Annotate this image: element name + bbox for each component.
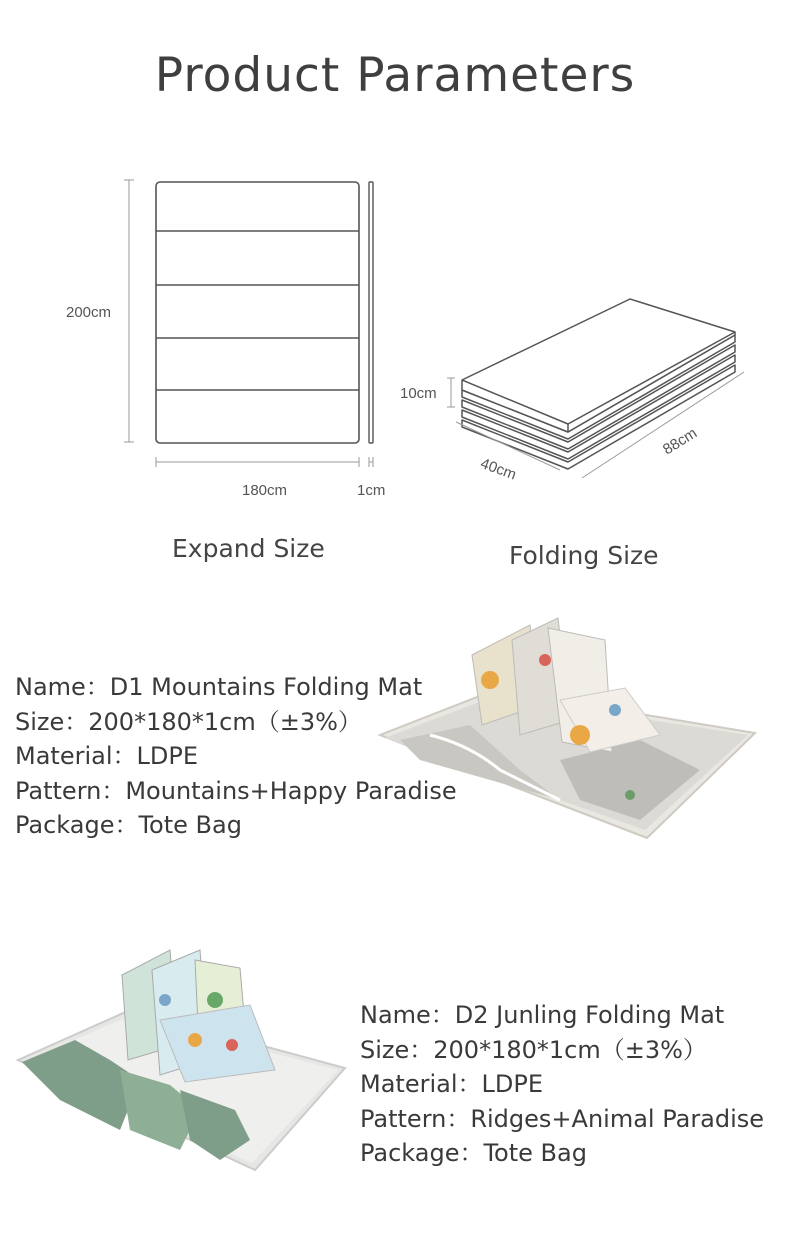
- product-d1-size: Size：200*180*1cm（±3%）: [15, 707, 362, 736]
- product-d1-material: Material：LDPE: [15, 742, 198, 770]
- folding-height-label: 10cm: [400, 385, 437, 402]
- expand-size-caption: Expand Size: [172, 534, 325, 563]
- product-d2-specs: [360, 998, 764, 1171]
- product-d2-size: Size：200*180*1cm（±3%）: [360, 1035, 707, 1064]
- page-title: Product Parameters: [154, 48, 636, 103]
- expand-width-label: 180cm: [242, 482, 288, 499]
- expand-height-label: 200cm: [66, 304, 112, 321]
- folding-size-caption: Folding Size: [509, 541, 659, 570]
- folding-width-label: 40cm: [478, 455, 519, 484]
- expand-thickness-label: 1cm: [357, 482, 386, 499]
- product-d1-pattern: Pattern：Mountains+Happy Paradise: [15, 776, 457, 805]
- product-d2-material: Material：LDPE: [360, 1070, 543, 1098]
- product-d1-name: Name：D1 Mountains Folding Mat: [15, 673, 423, 701]
- product-d1-package: Package：Tote Bag: [15, 811, 242, 839]
- product-d2-package: Package：Tote Bag: [360, 1139, 587, 1167]
- product-d2-pattern: Pattern：Ridges+Animal Paradise: [360, 1104, 765, 1133]
- folding-length-label: 88cm: [660, 424, 701, 459]
- product-d2-name: Name：D2 Junling Folding Mat: [360, 1001, 725, 1029]
